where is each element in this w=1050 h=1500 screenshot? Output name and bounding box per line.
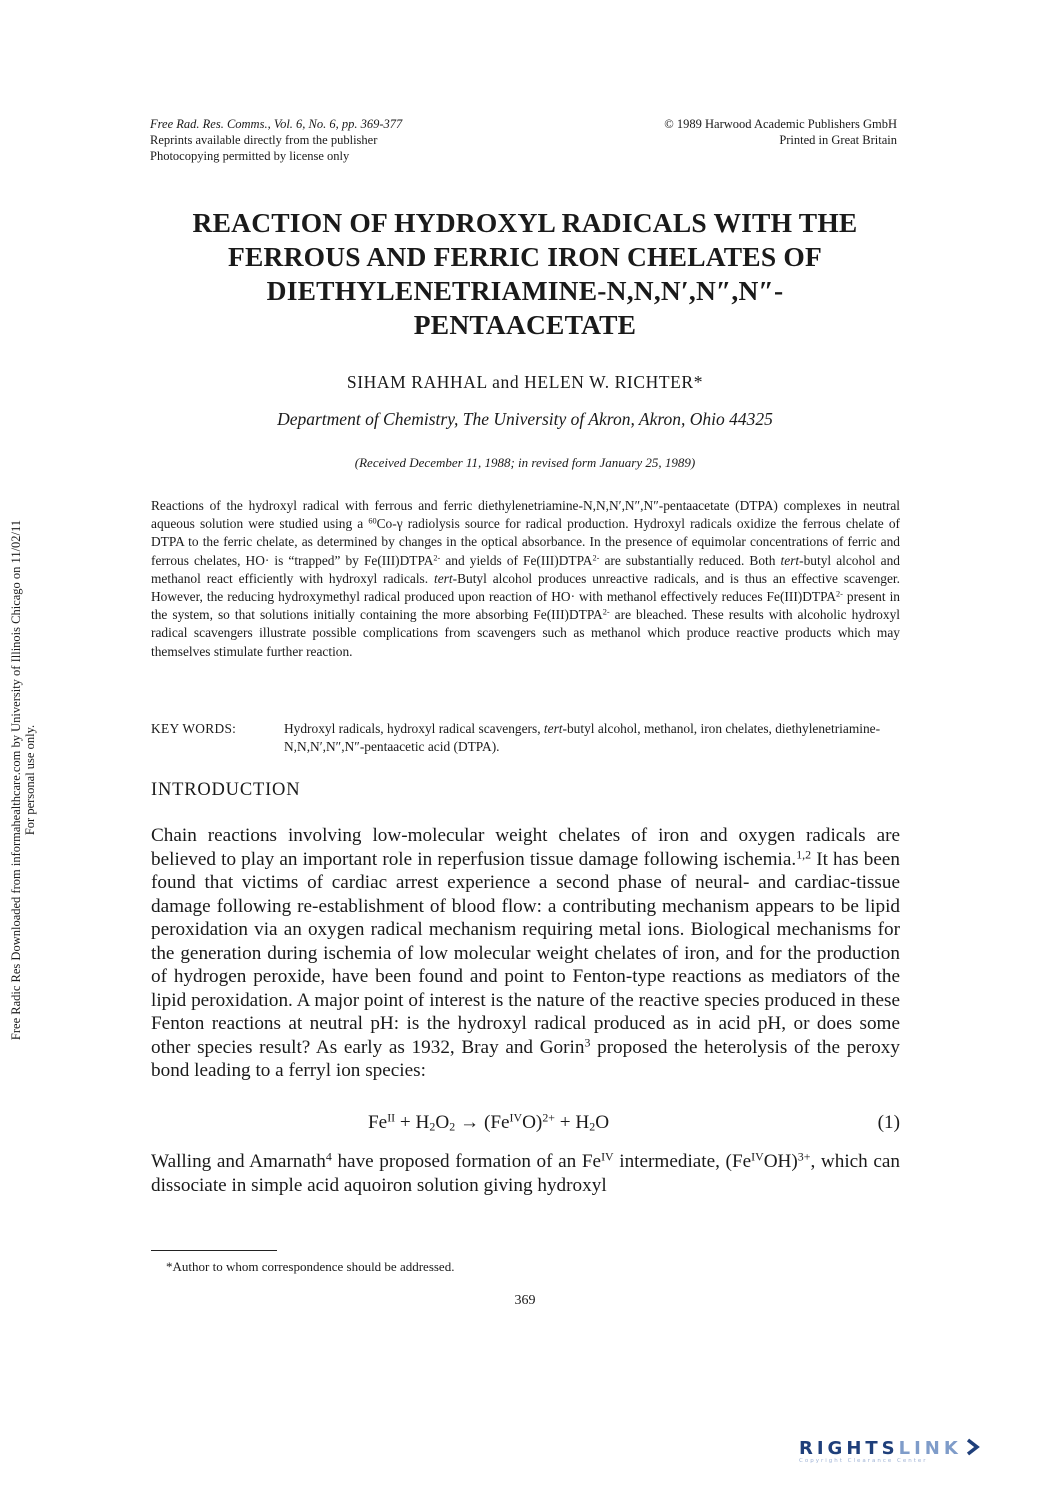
title-line-1: REACTION OF HYDROXYL RADICALS WITH THE — [192, 207, 858, 238]
citation-ref: 4 — [325, 1149, 332, 1164]
citation-ref: 1,2 — [796, 846, 812, 861]
printed-in-line: Printed in Great Britain — [779, 133, 897, 147]
introduction-paragraph-2: Walling and Amarnath$^4$ have proposed formation of an $Fe^{IV}$ intermediate, $(Fe^{IV}OH)^{3+}$, which can dissociate in simple acid aquoiron solution giving hydroxyl — [151, 1149, 901, 1196]
equation-expression: $Fe^{II} + H_2O_2 \to (Fe^{IV}O)^{2+} + H_2O$ — [368, 1110, 610, 1134]
abstract: Reactions of the hydroxyl radical with ferrous and ferric diethylenetriamine-N,N,N′,N″,N″-pentaacetate (DTPA) complexes in neutral aqueous solution were studied using a $^{60}$Co-γ radiolysis source for radical production. Hydroxyl radicals oxidize the ferrous chelate of DTPA to the ferric chelate, as determined by changes in the optical absorbance. In the presence of equimolar concentrations of ferric and ferrous chelates, HO· is “trapped” by $Fe(III)DTPA^{2-}$ and yields of $Fe(III)DTPA^{2-}$ are substantially reduced. Both tert-butyl alcohol and methanol react efficiently with hydroxyl radicals. tert-Butyl alcohol produces unreactive radicals, and is thus an effective scavenger. However, the reducing hydroxymethyl radical produced upon reaction of HO· with methanol effectively reduces $Fe(III)DTPA^{2-}$ present in the system, so that solutions initially containing the more absorbing $Fe(III)DTPA^{2-}$ are bleached. These results with alcoholic hydroxyl radical scavengers illustrate possible complications from scavengers such as methanol which produce reactive products which may themselves stimulate further reaction. — [151, 498, 901, 659]
equation-1 — [151, 1112, 900, 1138]
affiliation: Department of Chemistry, The University of Akron, Akron, Ohio 44325 — [277, 409, 773, 429]
rightslink-tagline: Copyright Clearance Center — [799, 1458, 928, 1464]
citation-ref: 3 — [584, 1034, 591, 1049]
publisher-info — [537, 116, 897, 148]
download-notice-line-1: Free Radic Res Downloaded from informahealthcare.com by University of Illinois Chicago on 11/02/11 — [9, 519, 23, 1041]
introduction-paragraph: Chain reactions involving low-molecular weight chelates of iron and oxygen radicals are believed to play an important role in reperfusion tissue damage following ischemia.$^{1,2}$ It has been found that victims of cardiac arrest experience a second phase of neural- and cardiac-tissue damage following re-establishment of blood flow: a contributing mechanism appears to be lipid peroxidation via an oxygen radical mechanism requiring metal ions. Biological mechanisms for the generation during ischemia of low molecular weight chelates of iron, and for the production of hydrogen peroxide, have been found and point to Fenton-type reactions as mediators of the lipid peroxidation. A major point of interest is the nature of the reactive species produced in these Fenton reactions at neutral pH: is the hydroxyl radical produced as in acid pH, or does some other species result? As early as 1932, Bray and Gorin$^3$ proposed the heterolysis of the peroxy bond leading to a ferryl ion species: — [151, 825, 900, 1081]
download-notice-line-2: For personal use only. — [23, 724, 37, 836]
journal-citation — [150, 116, 550, 164]
photocopy-note: Photocopying permitted by license only — [150, 149, 350, 163]
received-dates: (Received December 11, 1988; in revised form January 25, 1989) — [354, 455, 696, 470]
authors: SIHAM RAHHAL and HELEN W. RICHTER* — [346, 372, 704, 392]
title-line-4: PENTAACETATE — [413, 309, 637, 340]
download-notice — [9, 520, 37, 1040]
paper-title — [130, 206, 920, 342]
reprints-note: Reprints available directly from the publisher — [150, 133, 378, 147]
copyright-line: © 1989 Harwood Academic Publishers GmbH — [664, 117, 897, 131]
title-line-2: FERROUS AND FERRIC IRON CHELATES OF — [228, 241, 822, 272]
keywords-list: Hydroxyl radicals, hydroxyl radical scavengers, tert-butyl alcohol, methanol, iron chelates, diethylenetriamine-N,N,N′,N″,N″-pentaacetic acid (DTPA). — [284, 721, 881, 754]
footnote: *Author to whom correspondence should be addressed. — [166, 1259, 455, 1274]
rightslink-logo — [799, 1438, 1031, 1472]
footnote-divider — [151, 1250, 277, 1251]
download-notice-sidebar — [1, 400, 45, 1160]
journal-reference: Free Rad. Res. Comms., Vol. 6, No. 6, pp. 369-377 — [150, 117, 403, 131]
page-number: 369 — [514, 1293, 536, 1308]
section-heading-introduction: INTRODUCTION — [151, 780, 301, 800]
equation-number: (1) — [877, 1112, 900, 1133]
keywords — [151, 720, 900, 756]
keywords-label: KEY WORDS: — [151, 721, 237, 736]
rightslink-arrow-icon — [964, 1438, 982, 1456]
rightslink-wordmark: RIGHTSLINK — [799, 1438, 982, 1459]
title-line-3: DIETHYLENETRIAMINE-N,N,N′,N″,N″- — [266, 275, 784, 306]
